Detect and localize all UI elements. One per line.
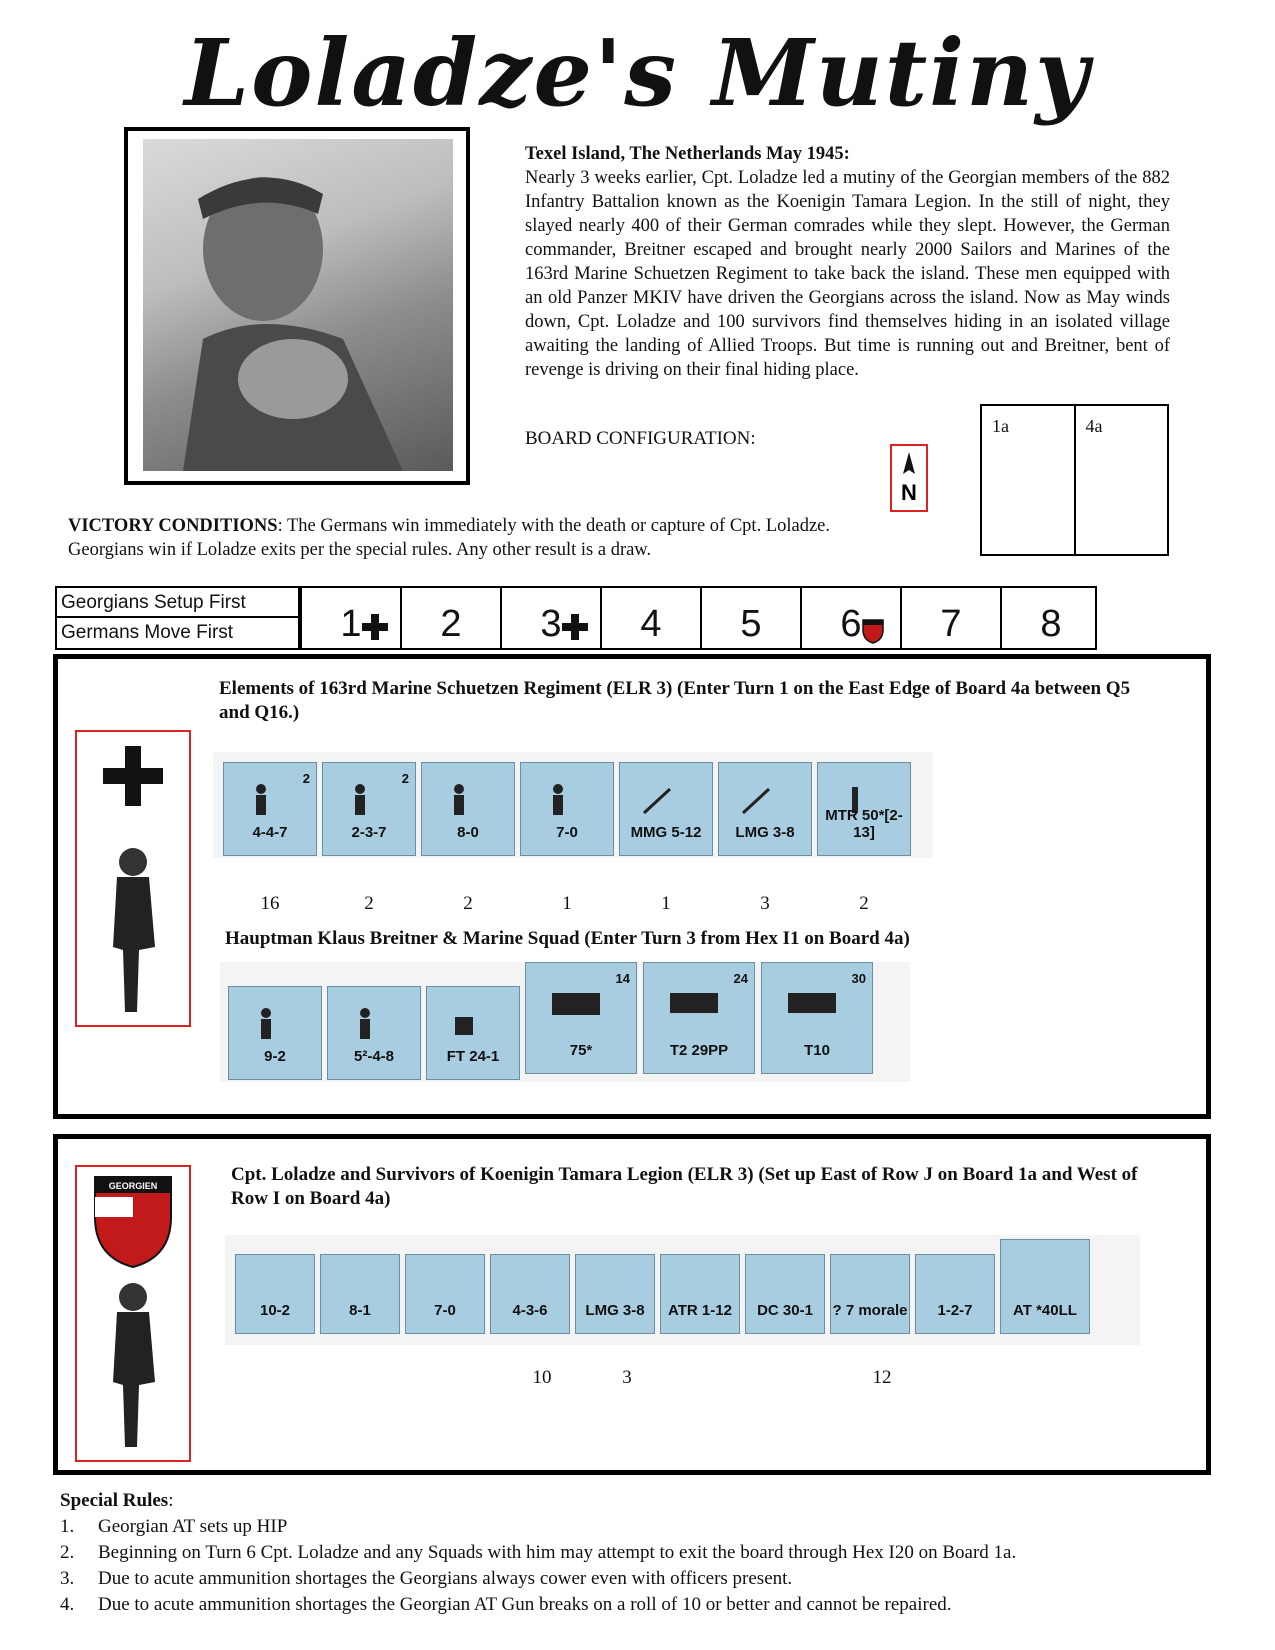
georgian-flag-box: [75, 1165, 191, 1462]
german-group1-header: Elements of 163rd Marine Schuetzen Regiment (ELR 3) (Enter Turn 1 on the East Edge of Board 4a between Q5 and Q16.): [219, 678, 1131, 723]
rule-item: 3. Due to acute ammunition shortages the Georgians always cower even with officers present.: [60, 1568, 793, 1589]
qty-squad-436: 10: [532, 1367, 552, 1388]
qty-mmg: 1: [661, 893, 671, 914]
counter-halfsquad-237: 2 2-3-7: [322, 762, 416, 856]
board-right: 4a: [1075, 406, 1168, 554]
counter-marine-squad: 5²-4-8: [327, 986, 421, 1080]
north-compass-icon: [890, 444, 928, 512]
intro-text: [525, 142, 1170, 382]
german-group2-header: Hauptman Klaus Breitner & Marine Squad (Enter Turn 3 from Hex I1 on Board 4a): [225, 928, 910, 949]
counter-lmg: LMG 3-8: [718, 762, 812, 856]
board-diagram: [980, 404, 1169, 556]
counter-atr: ATR 1-12: [660, 1254, 740, 1334]
officer-photo-frame: [124, 127, 470, 485]
counter-squad-436: 4-3-6: [490, 1254, 570, 1334]
turn-6: 6: [800, 588, 900, 648]
counter-demo-charge: DC 30-1: [745, 1254, 825, 1334]
turn-2: 2: [400, 588, 500, 648]
counter-at-gun: AT *40LL: [1000, 1239, 1090, 1334]
german-flag-box: [75, 730, 191, 1027]
board-left: 1a: [982, 406, 1075, 554]
rule-item: 1. Georgian AT sets up HIP: [60, 1516, 288, 1537]
qty-cpt-linxweiler: 1: [562, 893, 572, 914]
qty-lmg: 3: [622, 1367, 632, 1388]
counter-lt-heist: 9-2: [228, 986, 322, 1080]
turn-track: [55, 586, 1097, 650]
turn-5: 5: [700, 588, 800, 648]
setup-label: Georgians Setup First: [57, 588, 300, 618]
counter-lmg: LMG 3-8: [575, 1254, 655, 1334]
counter-crew-127: 1-2-7: [915, 1254, 995, 1334]
victory-label: VICTORY CONDITIONS: [68, 516, 278, 536]
victory-conditions: [68, 514, 878, 562]
counter-cpt-rasch: 10-2: [235, 1254, 315, 1334]
victory-text: : The Germans win immediately with the death or capture of Cpt. Loladze. Georgians win if Loladze exits per the special rules. Any other result is a draw.: [68, 516, 831, 560]
georgian-forces-panel: [53, 1134, 1211, 1475]
rules-heading: Special Rules:: [60, 1490, 174, 1511]
counter-sgt-alonzo: 8-1: [320, 1254, 400, 1334]
compass-label: N: [901, 480, 917, 505]
turn-1: 1: [300, 588, 400, 648]
qty-mortar: 2: [859, 893, 869, 914]
counter-mmg: MMG 5-12: [619, 762, 713, 856]
georgian-header: Cpt. Loladze and Survivors of Koenigin Tamara Legion (ELR 3) (Set up East of Row J on Board 1a and West of Row I on Board 4a): [231, 1164, 1138, 1209]
counter-squad-447: 2 4-4-7: [223, 762, 317, 856]
page-title: Loladze's Mutiny: [184, 19, 1091, 127]
counter-truck-t2: 24 T2 29PP: [643, 962, 755, 1074]
georgian-flag-text: GEORGIEN: [108, 1181, 158, 1191]
soldier-figure-icon: [119, 848, 147, 876]
qty-dummy: 12: [872, 1367, 892, 1388]
board-config-label: BOARD CONFIGURATION:: [525, 428, 756, 449]
turn-8: 8: [1000, 588, 1100, 648]
soldier-figure-icon: [119, 1283, 147, 1311]
counter-cpt-linxweiler: 7-0: [520, 762, 614, 856]
counter-flamethrower: FT 24-1: [426, 986, 520, 1080]
counter-halftrack-t10: 30 T10: [761, 962, 873, 1074]
german-forces-panel: [53, 654, 1211, 1119]
turn-4: 4: [600, 588, 700, 648]
counter-mortar: MTR 50*[2-13]: [817, 762, 911, 856]
counter-sgt-siebt: 8-0: [421, 762, 515, 856]
turn-3: 3: [500, 588, 600, 648]
rule-item: 4. Due to acute ammunition shortages the Georgian AT Gun breaks on a roll of 10 or better and cannot be repaired.: [60, 1594, 952, 1615]
turn-7: 7: [900, 588, 1000, 648]
qty-halfsquad-237: 2: [364, 893, 374, 914]
rule-item: 2. Beginning on Turn 6 Cpt. Loladze and any Squads with him may attempt to exit the board through Hex I20 on Board 1a.: [60, 1542, 1017, 1563]
qty-squad-447: 16: [260, 893, 280, 914]
counter-panzer-iv: 14 75*: [525, 962, 637, 1074]
qty-lmg: 3: [760, 893, 770, 914]
counter-cpt-schmidt: 7-0: [405, 1254, 485, 1334]
intro-body: Nearly 3 weeks earlier, Cpt. Loladze led a mutiny of the Georgian members of the 882 Infantry Battalion known as the Koenigin Tamara Legion. In the still of night, they slayed nearly 400 of their German comrades while they slept. However, the German commander, Breitner escaped and brought nearly 2000 Sailors and Marines of the 163rd Marine Schuetzen Regiment to take back the island. These men equipped with an old Panzer MKIV have driven the Georgians across the island. Now as May winds down, Cpt. Loladze and 100 survivors find themselves hiding in an isolated village awaiting the landing of Allied Troops. But time is running out and Breitner, bent of revenge is driving on their final hiding place.: [525, 168, 1170, 380]
special-rules: [60, 1488, 1210, 1618]
intro-heading: Texel Island, The Netherlands May 1945:: [525, 144, 850, 164]
counter-dummy: ? 7 morale: [830, 1254, 910, 1334]
move-label: Germans Move First: [57, 618, 300, 648]
qty-sgt-siebt: 2: [463, 893, 473, 914]
officer-photo: [143, 139, 453, 471]
